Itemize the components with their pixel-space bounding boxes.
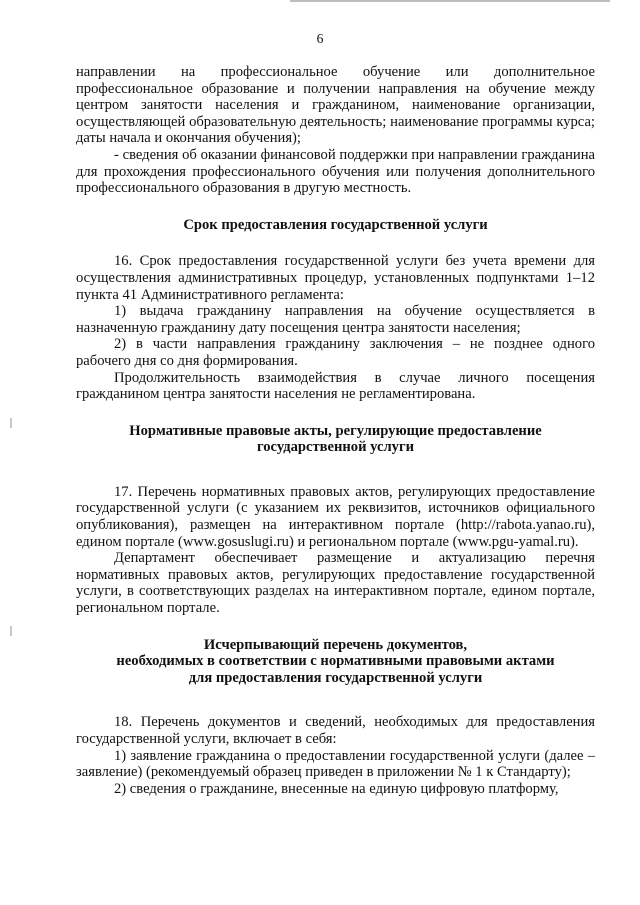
paragraph: 1) заявление гражданина о предоставлении государственной услуги (далее – заявление) (рекомендуемый образец приведен в приложении № 1 к Стандарту); xyxy=(76,747,595,781)
paragraph: направлении на профессиональное обучение или дополнительное профессиональное образование и получении направления на обучение между центром занятости населения и гражданином, наименование организации, осуществляющей образовательную деятельность; наименование программы курса; даты начала и окончания обучения); xyxy=(76,64,595,147)
page-number: 6 xyxy=(316,31,324,46)
section-heading: Исчерпывающий перечень документов, xyxy=(203,636,468,653)
section-heading: для предоставления государственной услуги xyxy=(188,669,483,686)
paragraph: Департамент обеспечивает размещение и актуализацию перечня нормативных правовых актов, регулирующих предоставление государственной услуги, в соответствующих разделах на интерактивном портале, едином портале, региональном портале. xyxy=(76,550,595,617)
paragraph: 2) сведения о гражданине, внесенные на единую цифровую платформу, xyxy=(114,780,559,797)
scan-margin-mark xyxy=(10,626,12,636)
paragraph: 17. Перечень нормативных правовых актов, регулирующих предоставление государственной услуги (с указанием их реквизитов, источников официального опубликования), размещен на интерактивном портале (http://rabota.yanao.ru), едином портале (www.gosuslugi.ru) и региональном портале (www.pgu-yamal.ru). xyxy=(76,483,595,550)
paragraph: 2) в части направления гражданину заключения – не позднее одного рабочего дня со дня формирования. xyxy=(76,336,595,369)
paragraph: Продолжительность взаимодействия в случае личного посещения гражданином центра занятости населения не регламентирована. xyxy=(76,369,595,403)
section-heading: Срок предоставления государственной услуги xyxy=(183,216,488,233)
paragraph: 16. Срок предоставления государственной услуги без учета времени для осуществления административных процедур, установленных подпунктами 1–12 пункта 41 Административного регламента: xyxy=(76,253,595,303)
paragraph: 1) выдача гражданину направления на обучение осуществляется в назначенную гражданину дату посещения центра занятости населения; xyxy=(76,303,595,336)
section-heading: Нормативные правовые акты, регулирующие предоставление xyxy=(129,422,542,439)
section-heading: государственной услуги xyxy=(256,439,415,456)
paragraph: - сведения об оказании финансовой поддержки при направлении гражданина для прохождения профессионального обучения или получения дополнительного профессионального образования в другую местность. xyxy=(76,146,595,197)
section-heading: необходимых в соответствии с нормативными правовыми актами xyxy=(116,653,555,670)
paragraph: 18. Перечень документов и сведений, необходимых для предоставления государственной услуги, включает в себя: xyxy=(76,714,595,747)
document-body xyxy=(76,64,595,797)
scan-edge-line xyxy=(290,0,610,2)
scan-margin-mark xyxy=(10,418,12,428)
